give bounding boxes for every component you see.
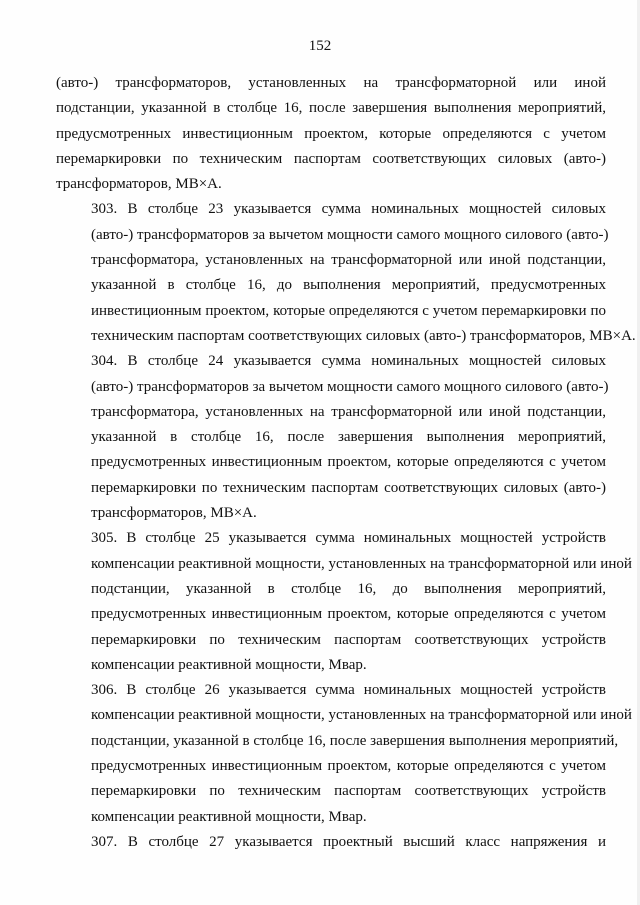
text-line: 303. В столбце 23 указывается сумма номинальных мощностей силовых [91,201,606,218]
text-line: инвестиционным проектом, которые определяются с учетом перемаркировки по [91,302,606,319]
text-line: перемаркировки по техническим паспортам соответствующих силовых (авто-) [91,479,606,496]
page-number: 152 [308,38,332,54]
text-line: трансформаторов, МВ×А. [91,505,257,522]
paragraph-305 [56,526,632,678]
text-line: компенсации реактивной мощности, Мвар. [91,656,367,673]
text-line: компенсации реактивной мощности, установленных на трансформаторной или иной [91,555,632,572]
text-line: техническим паспортам соответствующих силовых (авто-) трансформаторов, МВ×А. [91,327,636,344]
text-line: трансформатора, установленных на трансформаторной или иной подстанции, [91,252,606,269]
paragraph-307 [56,830,606,855]
paragraph-306 [56,678,632,830]
text-line: 307. В столбце 27 указывается проектный высший класс напряжения и [91,833,606,850]
body-text [56,71,636,855]
text-line: трансформатора, установленных на трансформаторной или иной подстанции, [91,403,606,420]
text-line: (авто-) трансформаторов, установленных на трансформаторной или иной [56,75,606,91]
text-line: 306. В столбце 26 указывается сумма номинальных мощностей устройств [91,682,606,699]
text-line: перемаркировки по техническим паспортам соответствующих устройств [91,631,606,648]
text-line: подстанции, указанной в столбце 16, до выполнения мероприятий, [91,580,606,597]
paragraph-303 [56,197,636,349]
text-line: компенсации реактивной мощности, Мвар. [91,808,367,825]
paragraph-304 [56,349,609,526]
text-line: указанной в столбце 16, после завершения выполнения мероприятий, [91,429,606,446]
text-line: предусмотренных инвестиционным проектом, которые определяются с учетом [91,758,606,775]
text-line: предусмотренных инвестиционным проектом, которые определяются с учетом [56,125,606,142]
text-line: перемаркировки по техническим паспортам соответствующих устройств [91,783,606,800]
paragraph-continuation [56,71,606,197]
text-line: предусмотренных инвестиционным проектом, которые определяются с учетом [91,454,606,471]
text-line: предусмотренных инвестиционным проектом, которые определяются с учетом [91,606,606,623]
text-line: указанной в столбце 16, до выполнения мероприятий, предусмотренных [91,277,606,294]
text-line: (авто-) трансформаторов за вычетом мощности самого мощного силового (авто-) [91,378,609,395]
text-line: компенсации реактивной мощности, установленных на трансформаторной или иной [91,707,632,724]
text-line: 304. В столбце 24 указывается сумма номинальных мощностей силовых [91,353,606,370]
text-line: подстанции, указанной в столбце 16, после завершения выполнения мероприятий, [91,732,619,749]
text-line: (авто-) трансформаторов за вычетом мощности самого мощного силового (авто-) [91,226,609,243]
text-line: перемаркировки по техническим паспортам соответствующих силовых (авто-) [56,150,606,167]
text-line: трансформаторов, МВ×А. [56,176,222,193]
text-line: подстанции, указанной в столбце 16, после завершения выполнения мероприятий, [56,100,606,117]
text-line: 305. В столбце 25 указывается сумма номинальных мощностей устройств [91,530,606,547]
